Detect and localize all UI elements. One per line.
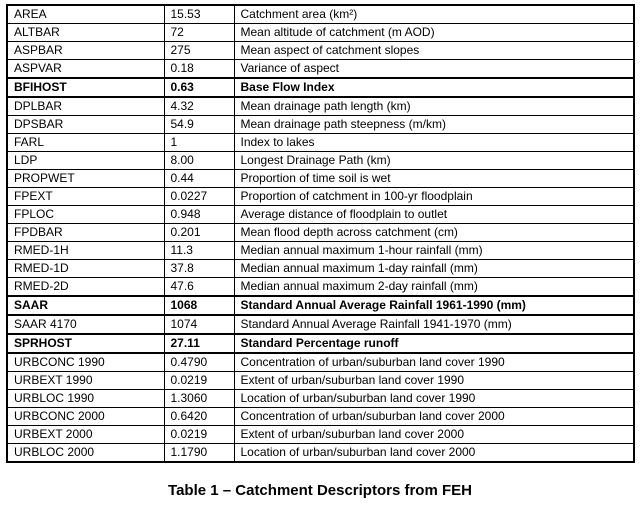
description-cell: Mean aspect of catchment slopes [234,42,634,60]
description-cell: Extent of urban/suburban land cover 2000 [234,426,634,444]
value-cell: 0.63 [164,78,234,97]
descriptor-cell: URBCONC 2000 [7,408,164,426]
value-cell: 0.948 [164,206,234,224]
descriptor-cell: RMED-1D [7,260,164,278]
description-cell: Concentration of urban/suburban land cover 2000 [234,408,634,426]
description-cell: Proportion of catchment in 100-yr floodplain [234,188,634,206]
descriptor-cell: URBLOC 2000 [7,444,164,463]
description-cell: Location of urban/suburban land cover 2000 [234,444,634,463]
description-cell: Longest Drainage Path (km) [234,152,634,170]
value-cell: 0.44 [164,170,234,188]
description-cell: Mean drainage path steepness (m/km) [234,116,634,134]
description-cell: Variance of aspect [234,60,634,79]
value-cell: 4.32 [164,97,234,116]
value-cell: 11.3 [164,242,234,260]
value-cell: 275 [164,42,234,60]
descriptor-cell: ASPVAR [7,60,164,79]
descriptor-cell: SAAR [7,296,164,315]
table-row [7,315,634,334]
table-row [7,242,634,260]
table-row [7,353,634,372]
description-cell: Mean drainage path length (km) [234,97,634,116]
description-cell: Median annual maximum 1-day rainfall (mm) [234,260,634,278]
table-row [7,170,634,188]
value-cell: 27.11 [164,334,234,353]
value-cell: 1068 [164,296,234,315]
descriptor-cell: URBEXT 2000 [7,426,164,444]
table-row [7,78,634,97]
table-caption: Table 1 – Catchment Descriptors from FEH [168,482,472,499]
table-row [7,408,634,426]
table-row [7,390,634,408]
value-cell: 72 [164,24,234,42]
value-cell: 37.8 [164,260,234,278]
value-cell: 1.1790 [164,444,234,463]
value-cell: 0.0219 [164,372,234,390]
descriptor-cell: URBEXT 1990 [7,372,164,390]
description-cell: Concentration of urban/suburban land cover 1990 [234,353,634,372]
descriptor-cell: ALTBAR [7,24,164,42]
table-row [7,296,634,315]
table-row [7,278,634,297]
table-row [7,97,634,116]
descriptor-cell: LDP [7,152,164,170]
description-cell: Median annual maximum 1-hour rainfall (mm) [234,242,634,260]
descriptor-cell: URBCONC 1990 [7,353,164,372]
value-cell: 1074 [164,315,234,334]
value-cell: 47.6 [164,278,234,297]
description-cell: Median annual maximum 2-day rainfall (mm) [234,278,634,297]
description-cell: Catchment area (km²) [234,5,634,24]
catchment-descriptors-table-body [7,5,634,462]
table-row [7,24,634,42]
description-cell: Mean flood depth across catchment (cm) [234,224,634,242]
table-row [7,426,634,444]
table-row [7,152,634,170]
table-row [7,5,634,24]
descriptor-cell: FPEXT [7,188,164,206]
description-cell: Mean altitude of catchment (m AOD) [234,24,634,42]
table-row [7,206,634,224]
table-row [7,42,634,60]
descriptor-cell: BFIHOST [7,78,164,97]
value-cell: 15.53 [164,5,234,24]
description-cell: Proportion of time soil is wet [234,170,634,188]
descriptor-cell: FPLOC [7,206,164,224]
descriptor-cell: DPLBAR [7,97,164,116]
descriptor-cell: AREA [7,5,164,24]
value-cell: 0.0219 [164,426,234,444]
descriptor-cell: SPRHOST [7,334,164,353]
descriptor-cell: RMED-1H [7,242,164,260]
table-row [7,260,634,278]
description-cell: Standard Percentage runoff [234,334,634,353]
descriptor-cell: SAAR 4170 [7,315,164,334]
table-row [7,116,634,134]
descriptor-cell: FARL [7,134,164,152]
description-cell: Index to lakes [234,134,634,152]
value-cell: 0.0227 [164,188,234,206]
value-cell: 0.6420 [164,408,234,426]
value-cell: 54.9 [164,116,234,134]
description-cell: Extent of urban/suburban land cover 1990 [234,372,634,390]
value-cell: 0.201 [164,224,234,242]
value-cell: 8.00 [164,152,234,170]
description-cell: Average distance of floodplain to outlet [234,206,634,224]
table-row [7,372,634,390]
description-cell: Location of urban/suburban land cover 1990 [234,390,634,408]
table-row [7,224,634,242]
descriptor-cell: DPSBAR [7,116,164,134]
catchment-descriptors-table [6,4,635,463]
value-cell: 0.18 [164,60,234,79]
value-cell: 1.3060 [164,390,234,408]
descriptor-cell: URBLOC 1990 [7,390,164,408]
table-row [7,188,634,206]
description-cell: Standard Annual Average Rainfall 1941-1970 (mm) [234,315,634,334]
descriptor-cell: ASPBAR [7,42,164,60]
table-row [7,134,634,152]
table-row [7,444,634,463]
table-row [7,60,634,79]
table-row [7,334,634,353]
descriptor-cell: FPDBAR [7,224,164,242]
description-cell: Base Flow Index [234,78,634,97]
descriptor-cell: PROPWET [7,170,164,188]
description-cell: Standard Annual Average Rainfall 1961-1990 (mm) [234,296,634,315]
descriptor-cell: RMED-2D [7,278,164,297]
value-cell: 1 [164,134,234,152]
value-cell: 0.4790 [164,353,234,372]
